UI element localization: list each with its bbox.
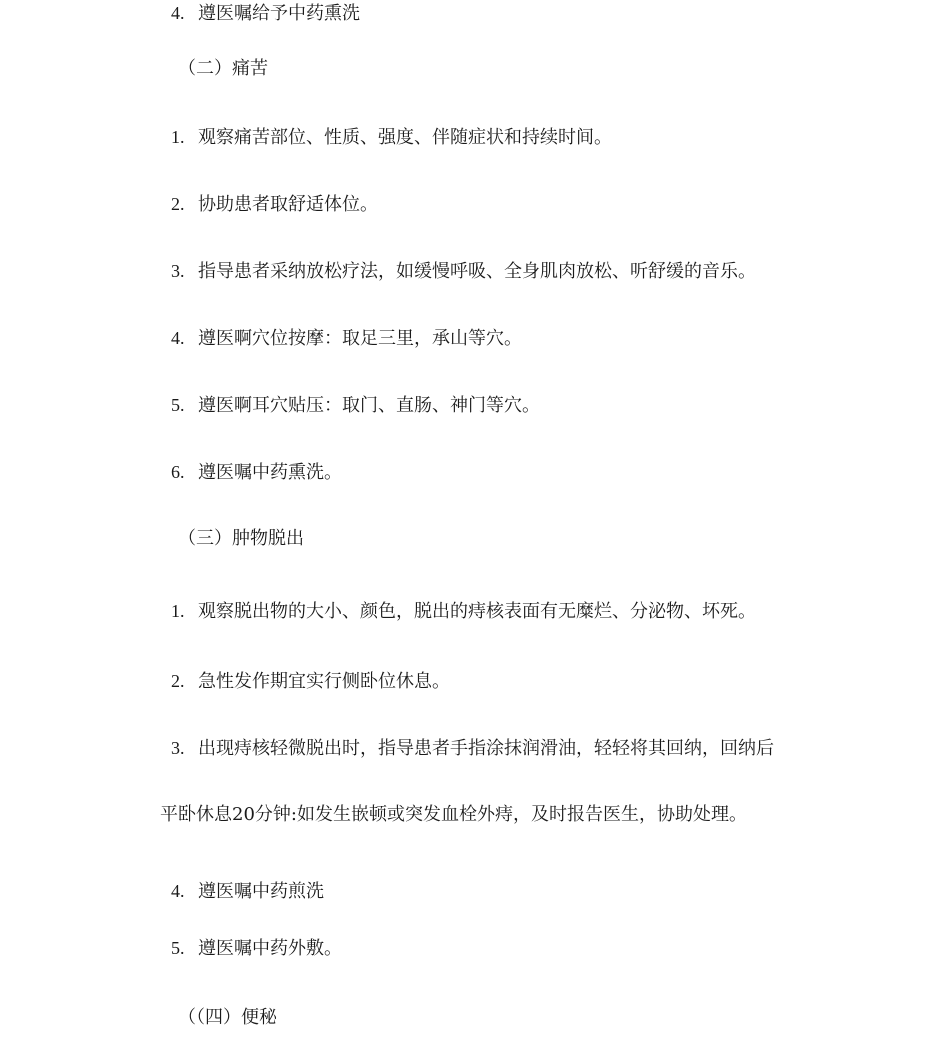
list-item	[171, 936, 342, 961]
list-item	[171, 1, 360, 26]
item-text: 遵医嘱中药熏洗。	[198, 462, 342, 483]
list-item	[171, 736, 774, 761]
item-number: 3.	[171, 738, 185, 758]
item-number: 6.	[171, 462, 185, 482]
item-text: 指导患者采纳放松疗法，如缓慢呼吸、全身肌肉放松、听舒缓的音乐。	[198, 261, 756, 282]
item-text: 观察痛苦部位、性质、强度、伴随症状和持续时间。	[198, 127, 612, 148]
item-text: 观察脱出物的大小、颜色，脱出的痔核表面有无糜烂、分泌物、坏死。	[198, 601, 756, 622]
item-number: 4.	[171, 881, 185, 901]
item-number: 5.	[171, 395, 185, 415]
list-item	[171, 669, 450, 694]
list-item	[171, 192, 378, 217]
list-item	[171, 259, 756, 284]
item-text: 急性发作期宜实行侧卧位休息。	[198, 671, 450, 692]
item-text: 遵医啊耳穴贴压：取门、直肠、神门等穴。	[198, 395, 540, 416]
item-number: 1.	[171, 127, 185, 147]
item-text: 遵医嘱中药外敷。	[198, 938, 342, 959]
item-number: 3.	[171, 261, 185, 281]
item-text: 出现痔核轻微脱出时，指导患者手指涂抹润滑油，轻轻将其回纳，回纳后	[198, 738, 774, 759]
item-number: 4.	[171, 328, 185, 348]
list-item	[171, 879, 324, 904]
item-text: 协助患者取舒适体位。	[198, 194, 378, 215]
item-number: 2.	[171, 194, 185, 214]
item-number: 5.	[171, 938, 185, 958]
list-item	[171, 125, 612, 150]
list-item	[171, 393, 540, 418]
list-item	[171, 326, 522, 351]
list-item-continuation: 平卧休息20分钟:如发生嵌顿或突发血栓外痔，及时报告医生，协助处理。	[160, 804, 747, 825]
list-item	[171, 599, 756, 624]
item-text: 遵医嘱给予中药熏洗	[198, 3, 360, 24]
item-text: 遵医啊穴位按摩：取足三里，承山等穴。	[198, 328, 522, 349]
section-heading: （（四）便秘	[178, 1007, 277, 1028]
section-heading: （三）肿物脱出	[178, 528, 304, 549]
section-heading: （二）痛苦	[178, 58, 268, 79]
item-number: 1.	[171, 601, 185, 621]
item-number: 2.	[171, 671, 185, 691]
list-item	[171, 460, 342, 485]
item-number: 4.	[171, 3, 185, 23]
item-text: 遵医嘱中药煎洗	[198, 881, 324, 902]
